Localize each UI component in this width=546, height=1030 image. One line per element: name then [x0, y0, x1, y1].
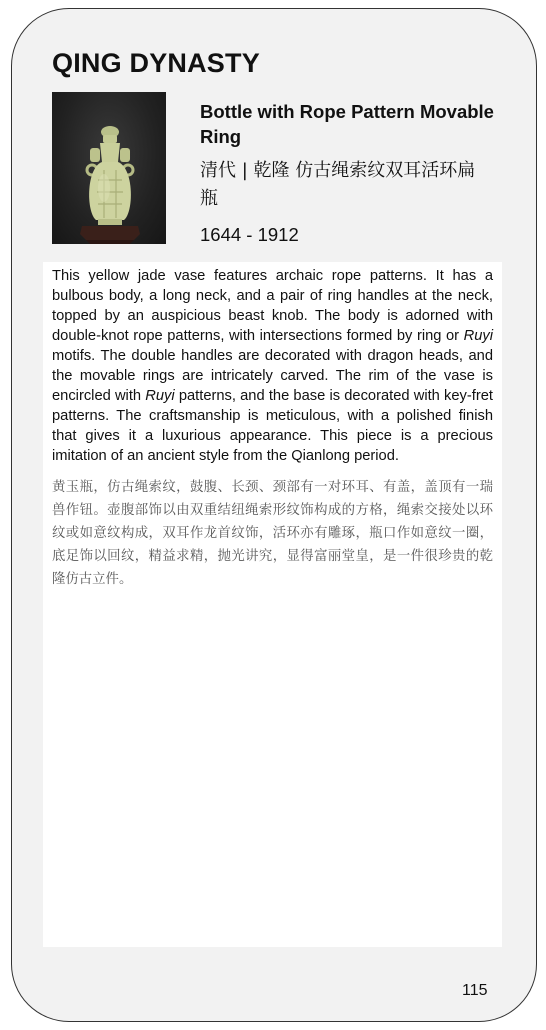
description-chinese: 黄玉瓶，仿古绳索纹，鼓腹、长颈、颈部有一对环耳、有盖，盖顶有一瑞兽作钮。壶腹部饰以由双重结纽绳索形纹饰构成的方格，绳索交接处以环纹或如意纹构成，双耳作龙首纹饰，活环亦有雕琢，瓶口作如意纹一圈，底足饰以回纹，精益求精，抛光讲究，显得富丽堂皇，是一件很珍贵的乾隆仿古立件。 [52, 480, 493, 587]
description-en-part2: motifs. The double handles are decorated with dragon heads, and the movable rings are intricately carved. The rim of the vase is encircled with [52, 348, 493, 404]
description-box [43, 262, 502, 947]
dynasty-heading: QING DYNASTY [52, 48, 260, 78]
page-number: 115 [462, 982, 488, 999]
jade-vase-illustration [52, 92, 166, 244]
ruyi-term: Ruyi [463, 328, 493, 344]
description-en-part3: patterns, and the base is decorated with key-fret patterns. The craftsmanship is meticulous, with a polished finish that gives it a luxurious appearance. This piece is a precious imitation of an ancient style from the Qianlong period. [52, 388, 493, 464]
ruyi-term: Ruyi [145, 388, 175, 404]
date-range: 1644 - 1912 [200, 224, 299, 245]
artwork-title-english: Bottle with Rope Pattern Movable Ring [200, 101, 494, 147]
description-en-part1: This yellow jade vase features archaic rope patterns. It has a bulbous body, a long neck, and a pair of ring handles at the neck, topped by an auspicious beast knob. The body is adorned with double-knot rope patterns, with intersections formed by ring or [52, 268, 493, 344]
jade-vase-photo [52, 92, 166, 244]
artwork-title-chinese: 清代 | 乾隆 仿古绳索纹双耳活环扁瓶 [200, 160, 476, 209]
description-english [52, 266, 493, 466]
